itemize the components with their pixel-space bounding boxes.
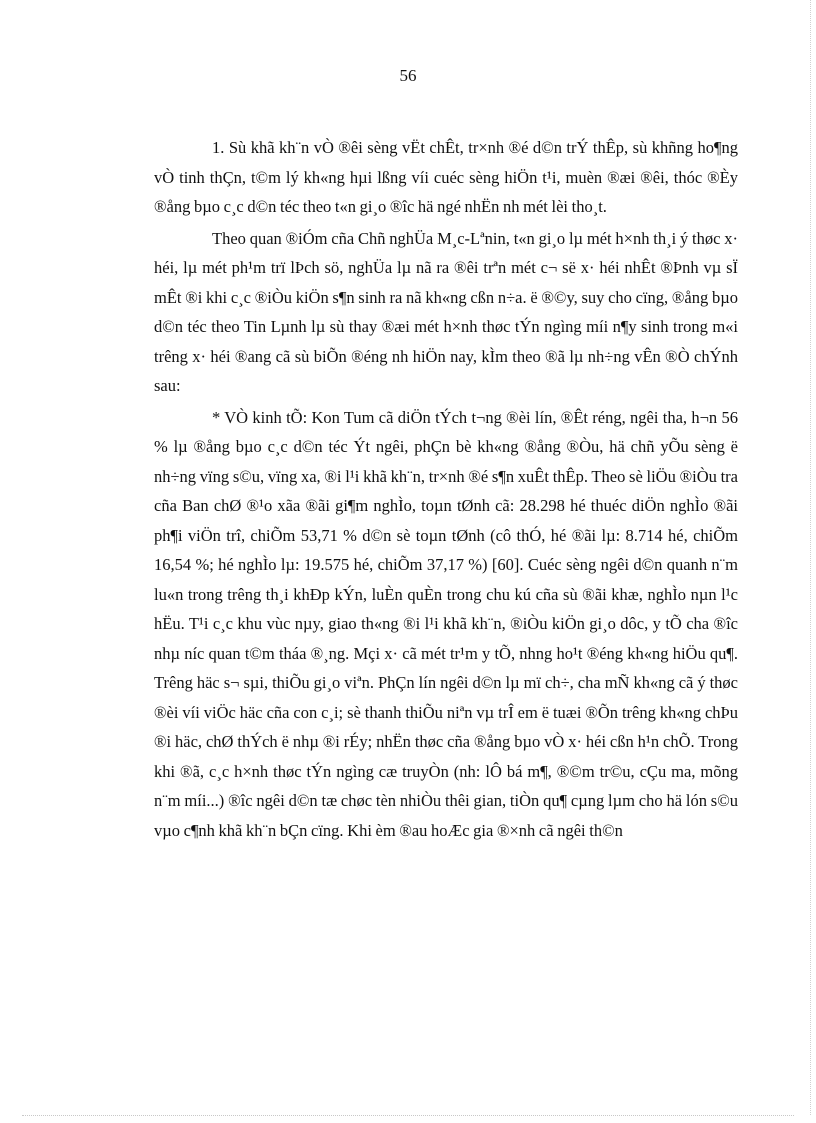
paragraph-2: Theo quan ®iÓm cña Chñ nghÜa M¸c-Lªnin, t«n gi¸o lµ mét h×nh th¸i ý thøc x· héi, lµ mét ph¹m trï lÞch sö, nghÜa lµ nã ra ®êi trªn mét c¬ së x· héi nhÊt ®Þnh vµ sÏ mÊt ®i khi c¸c ®iÒu kiÖn s¶n sinh ra nã kh«ng cßn n÷a. ë ®©y, suy cho cïng, ®ång bµo d©n téc theo Tin Lµnh lµ sù thay ®æi mét h×nh thøc tÝn ngìng míi n¶y sinh trong m«i trêng x· héi ®ang cã sù biÕn ®éng nh hiÖn nay, kÌm theo ®ã lµ nh÷ng vÊn ®Ò chÝnh sau: bbox=[154, 228, 738, 395]
paragraph-3: * VÒ kinh tÕ: Kon Tum cã diÖn tÝch t¬ng ®èi lín, ®Êt réng, ngêi tha, h¬n 56 % lµ ®ång bµo c¸c d©n téc Ýt ngêi, phÇn bè kh«ng ®ång ®Òu, hä chñ yÕu sèng ë nh÷ng vïng s©u, vïng xa, ®i l¹i khã kh¨n, tr×nh ®é s¶n xuÊt thÊp. Theo sè liÖu ®iÒu tra cña Ban chØ ®¹o xãa ®ãi gi¶m nghÌo, toµn tØnh cã: 28.298 hé thuéc diÖn nghÌo ®ãi ph¶i viÖn trî, chiÕm 53,71 % d©n sè toµn tØnh (cô thÓ, hé ®ãi lµ: 8.714 hé, chiÕm 16,54 %; hé nghÌo lµ: 19.575 hé, chiÕm 37,17 %) [60]. Cuéc sèng ngêi d©n quanh n¨m lu«n trong trêng th¸i khÐp kÝn, luÈn quÈn trong chu kú cña sù ®ãi khæ, nghÌo nµn l¹c hËu. T¹i c¸c khu vùc nµy, giao th«ng ®i l¹i khã kh¨n, ®iÒu kiÖn gi¸o dôc, y tÕ cha ®îc nhµ níc quan t©m tháa ®¸ng. Mçi x· cã mét tr¹m y tÕ, nhng ho¹t ®éng kh«ng hiÖu qu¶. Trêng häc s¬ sµi, thiÕu gi¸o viªn. PhÇn lín ngêi d©n lµ mï ch÷, cha mÑ kh«ng cã ý thøc ®èi víi viÖc häc cña con c¸i; sè thanh thiÕu niªn vµ trÎ em ë tuæi ®Õn trêng kh«ng chÞu ®i häc, chØ thÝch ë nhµ ®i rÉy; nhËn thøc cña ®ång bµo vÒ x· héi cßn h¹n chÕ. Trong khi ®ã, c¸c h×nh thøc tÝn ngìng cæ truyÒn (nh: lÔ bá m¶, ®©m tr©u, cÇu ma, mõng n¨m míi...) ®îc ngêi d©n tæ chøc tèn nhiÒu thêi gian, tiÒn qu¶ cµng lµm cho hä lón s©u vµo c¶nh khã kh¨n bÇn cïng. Khi èm ®au hoÆc gia ®×nh cã ngêi th©n bbox=[154, 407, 738, 840]
page-edge-divider bbox=[810, 0, 811, 1115]
body-text bbox=[154, 133, 738, 845]
page-number: 56 bbox=[399, 66, 417, 85]
page-bottom-divider bbox=[22, 1115, 794, 1116]
paragraph-1: 1. Sù khã kh¨n vÒ ®êi sèng vËt chÊt, tr×nh ®é d©n trÝ thÊp, sù khñng ho¶ng vÒ tinh thÇn, t©m lý kh«ng hµi lßng víi cuéc sèng hiÖn t¹i, muèn ®æi ®êi, thóc ®Èy ®ång bµo c¸c d©n téc theo t«n gi¸o ®îc hä ngé nhËn nh mét lèi tho¸t. bbox=[154, 138, 738, 216]
